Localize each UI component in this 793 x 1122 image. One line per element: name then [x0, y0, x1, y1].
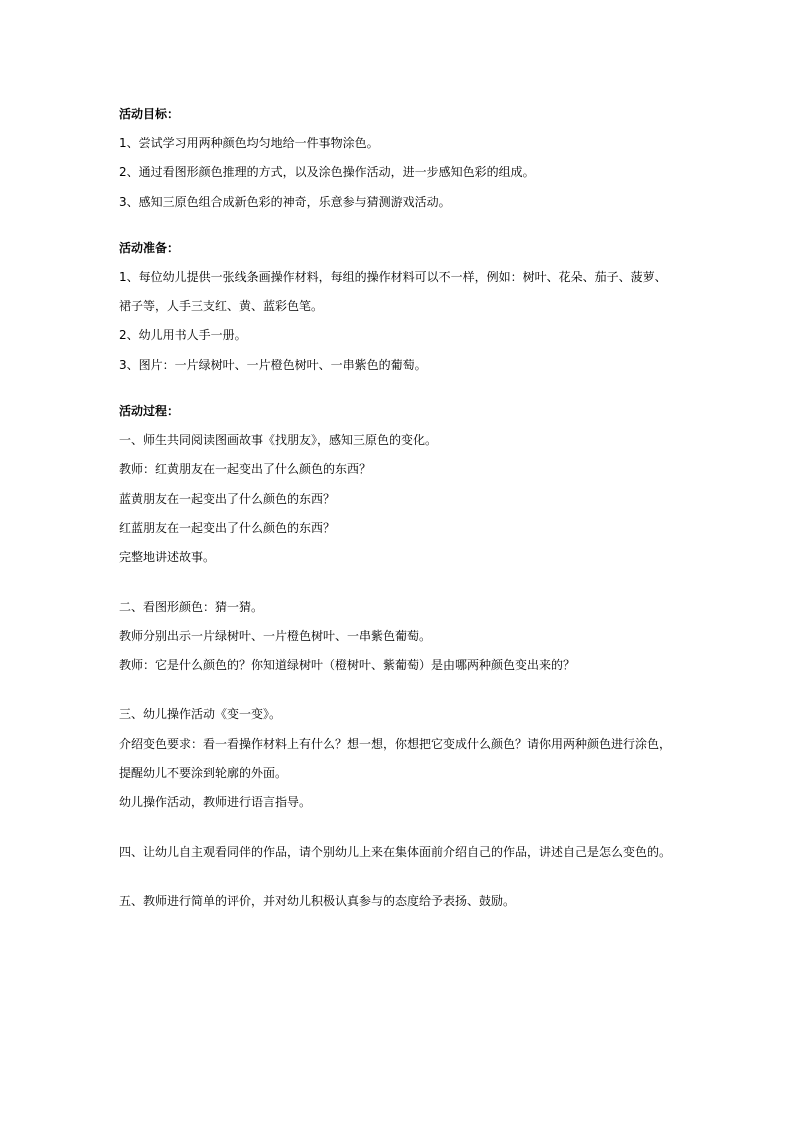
process-step-3: [119, 700, 679, 817]
preparation-item-2: 2、幼儿用书人手一册。: [119, 328, 247, 343]
spacer: [119, 867, 679, 887]
spacer: [119, 217, 679, 234]
section-goals: [119, 100, 679, 217]
step1-line-5: 完整地讲述故事。: [119, 550, 216, 565]
process-step-2: [119, 593, 679, 681]
step1-line-1: 一、师生共同阅读图画故事《找朋友》，感知三原色的变化。: [119, 433, 438, 448]
document-body: [119, 100, 679, 916]
spacer: [119, 380, 679, 397]
step1-line-4: 红蓝朋友在一起变出了什么颜色的东西？: [119, 520, 336, 535]
goal-item-1: 1、尝试学习用两种颜色均匀地给一件事物涂色。: [119, 136, 379, 150]
preparation-heading: 活动准备：: [119, 240, 180, 255]
goal-item-3: 3、感知三原色组合成新色彩的神奇，乐意参与猜测游戏活动。: [119, 194, 451, 209]
section-preparation: [119, 234, 679, 380]
section-process: [119, 397, 679, 916]
spacer: [119, 818, 679, 838]
step3-line-1: 三、幼儿操作活动《变一变》。: [119, 707, 282, 722]
process-step-5: 五、教师进行简单的评价，并对幼儿积极认真参与的态度给予表扬、鼓励。: [119, 893, 516, 908]
process-step-1: [119, 426, 679, 572]
step1-line-3: 蓝黄朋友在一起变出了什么颜色的东西？: [119, 491, 336, 506]
goals-heading: 活动目标：: [119, 107, 180, 121]
preparation-item-1: 1、每位幼儿提供一张线条画操作材料，每组的操作材料可以不一样，例如：树叶、花朵、茄子、菠萝、裙子等，人手三支红、黄、蓝彩色笔。: [119, 269, 667, 314]
step2-line-1: 二、看图形颜色：猜一猜。: [119, 599, 264, 614]
step2-line-2: 教师分别出示一片绿树叶、一片橙色树叶、一串紫色葡萄。: [119, 628, 432, 643]
step3-line-2: 介绍变色要求：看一看操作材料上有什么？想一想，你想把它变成什么颜色？请你用两种颜色进行涂色，提醒幼儿不要涂到轮廓的外面。: [119, 736, 672, 781]
step2-line-3: 教师：它是什么颜色的？你知道绿树叶（橙树叶、紫葡萄）是由哪两种颜色变出来的？: [119, 658, 576, 673]
spacer: [119, 573, 679, 593]
process-heading: 活动过程：: [119, 404, 180, 419]
step1-line-2: 教师：红黄朋友在一起变出了什么颜色的东西？: [119, 462, 372, 477]
step3-line-3: 幼儿操作活动，教师进行语言指导。: [119, 795, 312, 810]
preparation-item-3: 3、图片：一片绿树叶、一片橙色树叶、一串紫色的葡萄。: [119, 357, 427, 372]
goal-item-2: 2、通过看图形颜色推理的方式，以及涂色操作活动，进一步感知色彩的组成。: [119, 165, 535, 180]
spacer: [119, 680, 679, 700]
process-step-4: 四、让幼儿自主观看同伴的作品，请个别幼儿上来在集体面前介绍自己的作品，讲述自己是怎么变色的。: [119, 844, 672, 859]
